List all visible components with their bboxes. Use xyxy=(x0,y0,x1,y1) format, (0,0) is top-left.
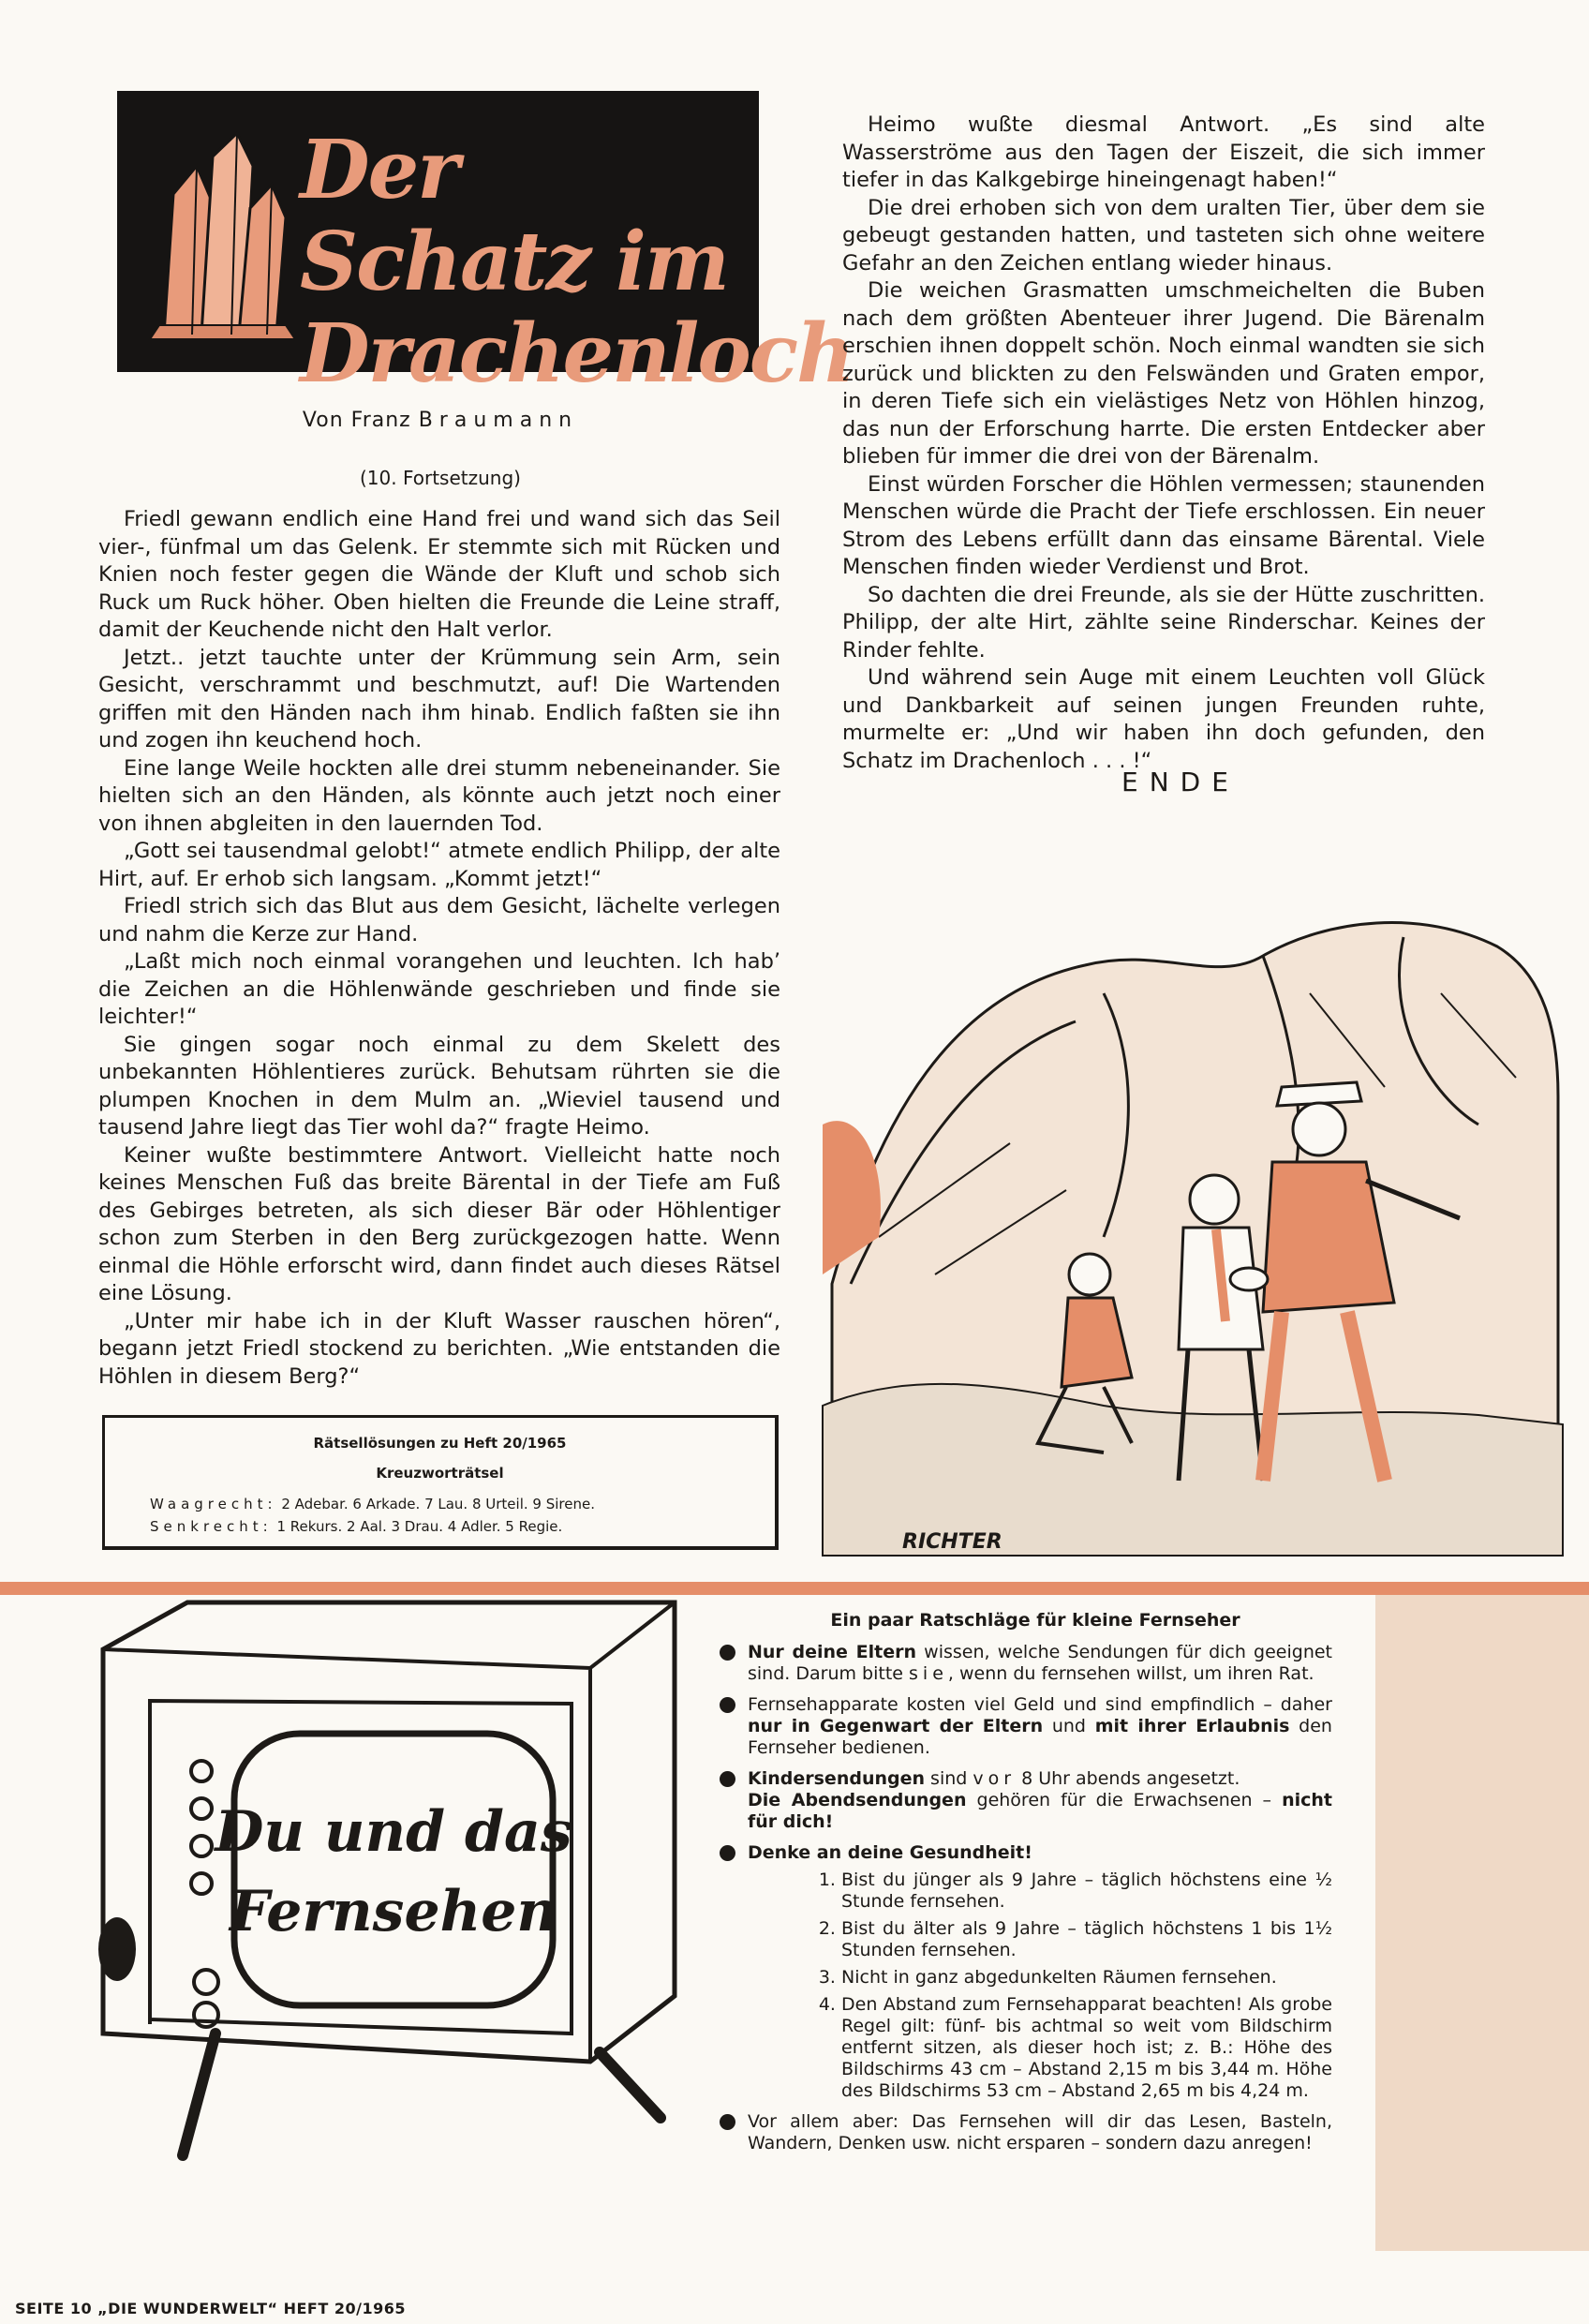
tip-item xyxy=(720,2111,1332,2154)
paragraph: Heimo wußte diesmal Antwort. „Es sind alte Wasserströme aus den Tagen der Eiszeit, die sich immer tiefer in das Kalkgebirge hineingenagt haben!“ xyxy=(842,112,1485,192)
television-illustration xyxy=(94,1593,693,2174)
solutions-down xyxy=(150,1518,562,1535)
paragraph: Jetzt.. jetzt tauchte unter der Krümmung sein Arm, sein Gesicht, verschrammt und beschmutzt, auf! Die Wartenden griffen mit den Händen nach ihm hinab. Endlich faßten sie ihn und zogen ihn keuchend hoch. xyxy=(98,645,780,752)
continuation-note: (10. Fortsetzung) xyxy=(360,467,521,489)
paragraph: „Unter mir habe ich in der Kluft Wasser rauschen hören“, begann jetzt Friedl stockend zu berichten. „Wie entstanden die Höhlen in diesem Berg?“ xyxy=(98,1308,780,1389)
tv-screen-line2: Fernsehen xyxy=(229,1879,558,1944)
paragraph: Friedl gewann endlich eine Hand frei und wand sich das Seil vier-, fünfmal um das Gelenk. Er stemmte sich mit Rücken und Knien noch fester gegen die Wände der Kluft und schob sich Ruck um Ruck höher. Oben hielten die Freunde die Leine straff, damit der Keuchende nicht den Halt verlor. xyxy=(98,507,780,642)
tip-spaced-word: sie xyxy=(909,1663,948,1684)
tip-text: Vor allem aber: Das Fernsehen will dir das Lesen, Basteln, Wandern, Denken usw. nicht ersparen – sondern dazu anregen! xyxy=(748,2111,1332,2153)
story-title-line2: Drachenloch xyxy=(300,306,854,401)
story-title-banner xyxy=(117,91,854,401)
tip-text: wissen, welche Sendungen für dich geeignet sind. Darum bitte xyxy=(748,1642,1333,1684)
tip-text: , wenn du fernsehen willst, um ihren Rat. xyxy=(947,1663,1314,1684)
bullet-icon xyxy=(720,1697,735,1713)
paragraph: „Gott sei tausendmal gelobt!“ atmete endlich Philipp, der alte Hirt, auf. Er erhob sich langsam. „Kommt jetzt!“ xyxy=(98,839,780,891)
tv-tips-title: Ein paar Ratschläge für kleine Fernseher xyxy=(830,1610,1240,1631)
bullet-icon xyxy=(720,1645,735,1661)
bullet-icon xyxy=(720,2114,735,2130)
tip-text: und xyxy=(1043,1716,1095,1736)
tip-text: gehören für die Erwachsenen – xyxy=(966,1790,1283,1810)
page-footer: SEITE 10 „DIE WUNDERWELT“ HEFT 20/1965 xyxy=(15,2300,406,2317)
across-text: 2 Adebar. 6 Arkade. 7 Lau. 8 Urteil. 9 Sirene. xyxy=(281,1496,595,1512)
tip-text: den Fernseher bedienen. xyxy=(748,1716,1332,1758)
tip-bold: Denke an deine Gesundheit! xyxy=(748,1842,1032,1863)
tip-text: Fernsehapparate kosten viel Geld und sind empfindlich – daher xyxy=(748,1694,1332,1715)
tv-dial-icon xyxy=(98,1917,136,1981)
beige-side-panel xyxy=(1375,1595,1589,2251)
tip-spaced-word: vor xyxy=(973,1768,1017,1789)
paragraph: So dachten die drei Freunde, als sie der Hütte zuschritten. Philipp, der alte Hirt, zählte seine Rinderschar. Keines der Rinder fehlte. xyxy=(842,582,1485,663)
story-title xyxy=(300,123,854,401)
paragraph: „Laßt mich noch einmal vorangehen und leuchten. Ich hab’ die Zeichen an die Höhlenwände geschrieben und finde sie leichter!“ xyxy=(98,949,780,1029)
tip-item xyxy=(720,1842,1332,2102)
end-marker: ENDE xyxy=(1121,767,1240,797)
down-label: Senkrecht: xyxy=(150,1518,273,1535)
health-item: 4. Den Abstand zum Fernsehapparat beachten! Als grobe Regel gilt: fünf- bis achtmal so weit vom Bildschirm entfernt sitzen, als dieser hoch ist; z. B.: Höhe des Bildschirms 43 cm – Abstand 2,15 m bis 3,44 m. Höhe des Bildschirms 53 cm – Abstand 2,65 m bis 4,24 m. xyxy=(841,1994,1332,2102)
cave-explorers-illustration xyxy=(823,881,1563,1556)
paragraph: Die weichen Grasmatten umschmeichelten die Buben nach dem größten Abenteuer ihrer Jugend. Die Bärenalm erschien ihnen doppelt schön. Noch einmal wandten sie sich zurück und blickten zu den Felswänden und Graten empor, in deren Tiefe sich ein vielästiges Netz von Höhlen hinzog, das nun der Erforschung harrte. Die ersten Entdecker aber blieben für immer die drei von der Bärenalm. xyxy=(842,278,1485,469)
crystal-icon xyxy=(145,128,304,344)
tip-bold: Kindersendungen xyxy=(748,1768,926,1789)
solutions-subtitle: Kreuzworträtsel xyxy=(376,1465,504,1482)
illustrator-signature: RICHTER xyxy=(902,1530,1002,1554)
story-column-left xyxy=(98,506,780,1391)
paragraph: Keiner wußte bestimmtere Antwort. Vielleicht hatte noch keines Menschen Fuß das breite Bärental in der Tiefe am Fuß des Gebirges betreten, als sich dieser Bär oder Höhlentiger schon zum Sterben in den Berg zurückgezogen hatte. Wenn einmal die Höhle erforscht wird, dann findet auch dieses Rätsel eine Lösung. xyxy=(98,1142,780,1305)
paragraph: Und während sein Auge mit einem Leuchten voll Glück und Dankbarkeit auf seinen jungen Freunden ruhte, murmelte er: „Und wir haben ihn doch gefunden, den Schatz im Drachenloch . . . !“ xyxy=(842,665,1485,773)
solutions-title: Rätsellösungen zu Heft 20/1965 xyxy=(313,1435,567,1452)
puzzle-solutions-box xyxy=(102,1415,779,1550)
story-column-right xyxy=(842,112,1485,775)
tip-item xyxy=(720,1642,1332,1685)
paragraph: Einst würden Forscher die Höhlen vermessen; staunenden Menschen würde die Pracht der Tiefe erschlossen. Ein neuer Strom des Lebens erfüllt dann das einsame Bärental. Viele Menschen finden wieder Verdienst und Brot. xyxy=(842,471,1485,579)
health-item: 1. Bist du jünger als 9 Jahre – täglich höchstens eine ½ Stunde fernsehen. xyxy=(841,1870,1332,1913)
tip-text: sind xyxy=(925,1768,973,1789)
paragraph: Eine lange Weile hockten alle drei stumm nebeneinander. Sie hielten sich an den Händen, als könnte auch jetzt noch einer von ihnen abgleiten in den lauernden Tod. xyxy=(98,755,780,836)
byline xyxy=(225,409,656,432)
tv-tips-list xyxy=(720,1642,1332,2164)
health-item: 2. Bist du älter als 9 Jahre – täglich höchstens 1 bis 1½ Stunden fernsehen. xyxy=(841,1918,1332,1961)
byline-prefix: Von Franz xyxy=(302,409,411,432)
tip-bold: Nur deine Eltern xyxy=(748,1642,917,1662)
author-name: Braumann xyxy=(418,409,579,432)
across-label: Waagrecht: xyxy=(150,1496,277,1512)
solutions-across xyxy=(150,1496,595,1512)
health-item: 3. Nicht in ganz abgedunkelten Räumen fernsehen. xyxy=(841,1967,1332,1989)
paragraph: Friedl strich sich das Blut aus dem Gesicht, lächelte verlegen und nahm die Kerze zur Hand. xyxy=(98,894,780,946)
down-text: 1 Rekurs. 2 Aal. 3 Drau. 4 Adler. 5 Regie. xyxy=(276,1518,563,1535)
story-title-line1: Der Schatz im xyxy=(300,123,728,309)
bullet-icon xyxy=(720,1771,735,1787)
tv-screen-line1: Du und das xyxy=(215,1799,572,1865)
tip-text: 8 Uhr abends angesetzt. xyxy=(1016,1768,1240,1789)
tip-item xyxy=(720,1768,1332,1833)
paragraph: Sie gingen sogar noch einmal zu dem Skelett des unbekannten Höhlentieres zurück. Behutsam rührten sie die plumpen Knochen in dem Mulm an. „Wieviel tausend und tausend Jahre liegt das Tier wohl da?“ fragte Heimo. xyxy=(98,1032,780,1140)
bullet-icon xyxy=(720,1845,735,1861)
health-list xyxy=(748,1870,1332,2102)
tip-bold: mit ihrer Erlaubnis xyxy=(1094,1716,1290,1736)
tip-item xyxy=(720,1694,1332,1759)
paragraph: Die drei erhoben sich von dem uralten Tier, über dem sie gebeugt gestanden hatten, und tasteten sich ohne weitere Gefahr an den Zeichen entlang wieder hinaus. xyxy=(842,195,1485,276)
tip-bold: Die Abendsendungen xyxy=(748,1790,967,1810)
tip-bold: nicht für dich! xyxy=(748,1790,1332,1832)
tip-bold: nur in Gegenwart der Eltern xyxy=(748,1716,1044,1736)
